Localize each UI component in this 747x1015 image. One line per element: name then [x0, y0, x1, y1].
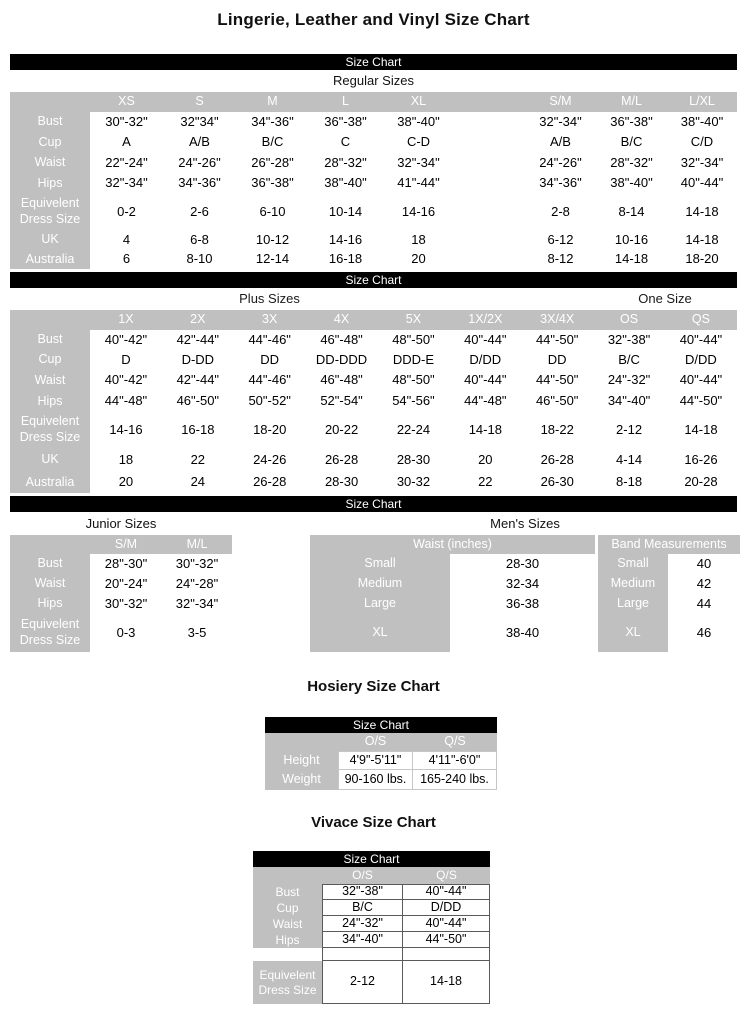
regular-cell: 10-14 [309, 194, 382, 230]
mens.band-cell: 46 [668, 614, 740, 652]
plus-cell: 52"-54" [306, 391, 378, 412]
regular-column-header: L [309, 92, 382, 112]
vivace-row-label: Bust [253, 884, 322, 900]
regular-cell: C [309, 132, 382, 153]
plus-cell: 18-22 [521, 412, 593, 448]
plus-cell: B/C [593, 350, 665, 370]
vivace-row-label: Cup [253, 900, 322, 916]
size-chart-page [0, 10, 747, 1004]
regular-cell: 32"-34" [90, 173, 163, 194]
regular-cell: 26"-28" [236, 153, 309, 173]
junior-cell: 20"-24" [90, 574, 162, 594]
junior-cell: 30"-32" [90, 594, 162, 614]
plus-cell: 20 [449, 448, 521, 472]
mens-band-table [598, 535, 740, 652]
mens.waist-cell: 32-34 [450, 574, 595, 594]
plus-cell: 22 [162, 448, 234, 472]
regular-cell: 38"-40" [382, 112, 455, 132]
vivace-cell: 14-18 [403, 961, 490, 1004]
regular-cell: 14-18 [596, 250, 667, 269]
regular-column-header: XL [382, 92, 455, 112]
regular-cell: 12-14 [236, 250, 309, 269]
plus-cell: 14-18 [449, 412, 521, 448]
plus-column-header: 1X [90, 310, 162, 330]
regular-cell: 34"-36" [163, 173, 236, 194]
regular-cell: 28"-32" [309, 153, 382, 173]
plus-column-header: QS [665, 310, 737, 330]
vivace-row-label [253, 948, 322, 961]
plus-row-label: Bust [10, 330, 90, 350]
plus-cell: 26-28 [306, 448, 378, 472]
plus-cell: 44"-50" [665, 391, 737, 412]
junior-row-label: Hips [10, 594, 90, 614]
regular-row-label: Bust [10, 112, 90, 132]
regular-cell: 6-8 [163, 230, 236, 250]
regular-cell: 18 [382, 230, 455, 250]
hosiery-cell: 90-160 lbs. [338, 770, 413, 790]
regular-cell: 2-6 [163, 194, 236, 230]
plus-cell: 22 [449, 472, 521, 493]
plus-cell: 30-32 [378, 472, 450, 493]
regular-cell: 34"-36" [525, 173, 596, 194]
plus-one-size-labels [10, 288, 737, 310]
regular-cell [455, 173, 525, 194]
regular-cell: 38"-40" [309, 173, 382, 194]
mens.waist-cell: 36-38 [450, 594, 595, 614]
plus-cell: 18-20 [234, 412, 306, 448]
regular-cell: 36"-38" [236, 173, 309, 194]
regular-cell: 32"-34" [382, 153, 455, 173]
regular-cell: 18-20 [667, 250, 737, 269]
plus-cell: 42"-44" [162, 370, 234, 391]
regular-row-label: Australia [10, 250, 90, 269]
mens.waist-row-label: Medium [310, 574, 450, 594]
junior-corner-cell [10, 535, 90, 554]
plus-row-label: UK [10, 448, 90, 472]
plus-cell: 2-12 [593, 412, 665, 448]
one-size-label: One Size [638, 291, 692, 306]
plus-cell: 46"-50" [521, 391, 593, 412]
plus-cell: 46"-50" [162, 391, 234, 412]
size-chart-bar: Size Chart [265, 717, 497, 733]
mens.waist-cell: 38-40 [450, 614, 595, 652]
plus-cell: 50"-52" [234, 391, 306, 412]
regular-cell: 20 [382, 250, 455, 269]
regular-row-label: Waist [10, 153, 90, 173]
regular-column-header: XS [90, 92, 163, 112]
plus-cell: 40"-44" [449, 370, 521, 391]
page-title: Lingerie, Leather and Vinyl Size Chart [217, 10, 530, 29]
plus-cell: 40"-44" [665, 330, 737, 350]
plus-column-header: 5X [378, 310, 450, 330]
plus-cell: D-DD [162, 350, 234, 370]
junior-cell: 32"-34" [162, 594, 232, 614]
mens-sizes-block [310, 513, 740, 652]
plus-cell: 54"-56" [378, 391, 450, 412]
vivace-cell: 2-12 [322, 961, 403, 1004]
regular-row-label: Hips [10, 173, 90, 194]
plus-cell: 14-18 [665, 412, 737, 448]
plus-cell: D/DD [665, 350, 737, 370]
regular-cell: C-D [382, 132, 455, 153]
plus-cell: 16-18 [162, 412, 234, 448]
regular-cell: 30"-32" [90, 112, 163, 132]
junior-column-header: S/M [90, 535, 162, 554]
plus-cell: 24"-32" [593, 370, 665, 391]
hosiery-chart [265, 717, 497, 790]
plus-cell: 48"-50" [378, 330, 450, 350]
plus-cell: 4-14 [593, 448, 665, 472]
plus-row-label: Cup [10, 350, 90, 370]
plus-cell: D/DD [449, 350, 521, 370]
regular-cell: 36"-38" [596, 112, 667, 132]
regular-cell [455, 153, 525, 173]
plus-cell: 44"-50" [521, 330, 593, 350]
regular-cell: 24"-26" [525, 153, 596, 173]
vivace-chart [253, 851, 490, 1004]
plus-column-header: OS [593, 310, 665, 330]
regular-column-header: M [236, 92, 309, 112]
plus-cell: 26-28 [234, 472, 306, 493]
hosiery-column-header: Q/S [413, 733, 497, 751]
regular-cell: 34"-36" [236, 112, 309, 132]
regular-column-header: M/L [596, 92, 667, 112]
mens-sizes-label: Men's Sizes [490, 516, 560, 531]
regular-cell: B/C [236, 132, 309, 153]
plus-cell: 42"-44" [162, 330, 234, 350]
hosiery-corner-cell [265, 733, 338, 751]
size-chart-bar: Size Chart [10, 54, 737, 70]
mens.band-row-label: Medium [598, 574, 668, 594]
plus-cell: 48"-50" [378, 370, 450, 391]
plus-cell: 40"-44" [665, 370, 737, 391]
mens.waist-column-header: Waist (inches) [310, 535, 595, 554]
vivace-cell: B/C [322, 900, 403, 916]
regular-cell [455, 194, 525, 230]
junior-cell: 3-5 [162, 614, 232, 652]
regular-sizes-label: Regular Sizes [333, 73, 414, 88]
plus-cell: 46"-48" [306, 370, 378, 391]
vivace-cell: 34"-40" [322, 932, 403, 948]
plus-row-label: Australia [10, 472, 90, 493]
vivace-row-label: Hips [253, 932, 322, 948]
regular-cell: 38"-40" [667, 112, 737, 132]
vivace-column-header: Q/S [403, 867, 490, 884]
regular-cell: B/C [596, 132, 667, 153]
mens.band-cell: 44 [668, 594, 740, 614]
regular-cell: 38"-40" [596, 173, 667, 194]
mens.band-row-label: Small [598, 554, 668, 574]
hosiery-table [265, 733, 497, 790]
plus-cell: DD-DDD [306, 350, 378, 370]
vivace-column-header: O/S [322, 867, 403, 884]
junior-sizes-block [10, 513, 232, 652]
regular-cell: 28"-32" [596, 153, 667, 173]
vivace-cell: 40"-44" [403, 916, 490, 932]
regular-column-header [455, 92, 525, 112]
junior-cell: 28"-30" [90, 554, 162, 574]
regular-row-label: Equivelent Dress Size [10, 194, 90, 230]
plus-cell: 26-28 [521, 448, 593, 472]
plus-cell: 20-22 [306, 412, 378, 448]
regular-cell: 4 [90, 230, 163, 250]
vivace-cell: D/DD [403, 900, 490, 916]
plus-cell: 44"-46" [234, 370, 306, 391]
vivace-corner-cell [253, 867, 322, 884]
vivace-row-label: Waist [253, 916, 322, 932]
plus-corner-cell [10, 310, 90, 330]
mens.band-cell: 40 [668, 554, 740, 574]
regular-column-header: S/M [525, 92, 596, 112]
vivace-title: Vivace Size Chart [311, 814, 436, 831]
vivace-cell: 44"-50" [403, 932, 490, 948]
mens.waist-row-label: Large [310, 594, 450, 614]
regular-cell: 14-18 [667, 230, 737, 250]
regular-cell: A/B [163, 132, 236, 153]
size-chart-bar: Size Chart [10, 496, 737, 512]
junior-cell: 0-3 [90, 614, 162, 652]
regular-cell: 6 [90, 250, 163, 269]
regular-cell [455, 132, 525, 153]
regular-cell: 16-18 [309, 250, 382, 269]
junior-column-header: M/L [162, 535, 232, 554]
plus-row-label: Hips [10, 391, 90, 412]
vivace-cell: 32"-38" [322, 884, 403, 900]
mens.band-cell: 42 [668, 574, 740, 594]
plus-cell: 32"-38" [593, 330, 665, 350]
regular-cell: 10-16 [596, 230, 667, 250]
regular-cell [455, 250, 525, 269]
regular-cell: C/D [667, 132, 737, 153]
hosiery-title: Hosiery Size Chart [307, 678, 440, 695]
hosiery-column-header: O/S [338, 733, 413, 751]
hosiery-cell: 4'11"-6'0" [413, 751, 497, 770]
regular-row-label: Cup [10, 132, 90, 153]
hosiery-cell: 4'9"-5'11" [338, 751, 413, 770]
regular-corner-cell [10, 92, 90, 112]
regular-cell: 36"-38" [309, 112, 382, 132]
mens.band-row-label: XL [598, 614, 668, 652]
plus-cell: 44"-48" [90, 391, 162, 412]
regular-cell: 32"34" [163, 112, 236, 132]
regular-cell: 24"-26" [163, 153, 236, 173]
mens-tables [310, 535, 740, 652]
regular-cell: 32"-34" [667, 153, 737, 173]
regular-sizes-table [10, 92, 737, 269]
plus-column-header: 3X/4X [521, 310, 593, 330]
vivace-cell: 24"-32" [322, 916, 403, 932]
plus-cell: 18 [90, 448, 162, 472]
plus-cell: 24-26 [234, 448, 306, 472]
junior-sizes-label: Junior Sizes [85, 516, 157, 531]
plus-cell: 44"-50" [521, 370, 593, 391]
plus-column-header: 1X/2X [449, 310, 521, 330]
regular-cell: A/B [525, 132, 596, 153]
mens.waist-cell: 28-30 [450, 554, 595, 574]
regular-cell: 41"-44" [382, 173, 455, 194]
regular-cell: 14-16 [309, 230, 382, 250]
plus-column-header: 4X [306, 310, 378, 330]
junior-cell: 30"-32" [162, 554, 232, 574]
plus-column-header: 3X [234, 310, 306, 330]
plus-cell: 40"-42" [90, 370, 162, 391]
regular-cell [455, 230, 525, 250]
regular-cell: 6-12 [525, 230, 596, 250]
plus-cell: 40"-42" [90, 330, 162, 350]
regular-cell: 14-16 [382, 194, 455, 230]
vivace-table [253, 867, 490, 1004]
regular-cell: 0-2 [90, 194, 163, 230]
vivace-row-label: Equivelent Dress Size [253, 961, 322, 1004]
junior-cell: 24"-28" [162, 574, 232, 594]
regular-cell: 8-10 [163, 250, 236, 269]
vivace-cell [322, 948, 403, 961]
regular-column-header: S [163, 92, 236, 112]
regular-cell [455, 112, 525, 132]
plus-sizes-table [10, 310, 737, 493]
plus-cell: 22-24 [378, 412, 450, 448]
plus-cell: 26-30 [521, 472, 593, 493]
regular-cell: 6-10 [236, 194, 309, 230]
plus-cell: 28-30 [306, 472, 378, 493]
plus-cell: 16-26 [665, 448, 737, 472]
hosiery-row-label: Weight [265, 770, 338, 790]
plus-cell: 28-30 [378, 448, 450, 472]
mens.waist-row-label: Small [310, 554, 450, 574]
mens.band-column-header: Band Measurements [598, 535, 740, 554]
mens-waist-table [310, 535, 595, 652]
plus-row-label: Equivelent Dress Size [10, 412, 90, 448]
plus-cell: 44"-46" [234, 330, 306, 350]
regular-column-header: L/XL [667, 92, 737, 112]
plus-cell: 24 [162, 472, 234, 493]
plus-cell: 8-18 [593, 472, 665, 493]
regular-cell: 40"-44" [667, 173, 737, 194]
regular-cell: 8-14 [596, 194, 667, 230]
plus-sizes-label: Plus Sizes [239, 291, 300, 306]
junior-row-label: Equivelent Dress Size [10, 614, 90, 652]
plus-cell: 14-16 [90, 412, 162, 448]
vivace-cell: 40"-44" [403, 884, 490, 900]
plus-column-header: 2X [162, 310, 234, 330]
hosiery-cell: 165-240 lbs. [413, 770, 497, 790]
junior-mens-section [10, 513, 747, 652]
mens.waist-row-label: XL [310, 614, 450, 652]
plus-cell: 44"-48" [449, 391, 521, 412]
vivace-cell [403, 948, 490, 961]
regular-cell: 2-8 [525, 194, 596, 230]
regular-cell: 8-12 [525, 250, 596, 269]
plus-cell: DD [521, 350, 593, 370]
plus-cell: 34"-40" [593, 391, 665, 412]
regular-cell: 10-12 [236, 230, 309, 250]
size-chart-bar: Size Chart [10, 272, 737, 288]
junior-row-label: Waist [10, 574, 90, 594]
plus-cell: 20-28 [665, 472, 737, 493]
junior-sizes-table [10, 535, 232, 652]
plus-cell: DD [234, 350, 306, 370]
plus-cell: 20 [90, 472, 162, 493]
junior-row-label: Bust [10, 554, 90, 574]
size-chart-bar: Size Chart [253, 851, 490, 867]
hosiery-row-label: Height [265, 751, 338, 770]
plus-cell: DDD-E [378, 350, 450, 370]
regular-cell: A [90, 132, 163, 153]
plus-row-label: Waist [10, 370, 90, 391]
regular-cell: 22"-24" [90, 153, 163, 173]
regular-cell: 14-18 [667, 194, 737, 230]
regular-row-label: UK [10, 230, 90, 250]
plus-cell: 46"-48" [306, 330, 378, 350]
mens.band-row-label: Large [598, 594, 668, 614]
plus-cell: D [90, 350, 162, 370]
regular-cell: 32"-34" [525, 112, 596, 132]
plus-cell: 40"-44" [449, 330, 521, 350]
